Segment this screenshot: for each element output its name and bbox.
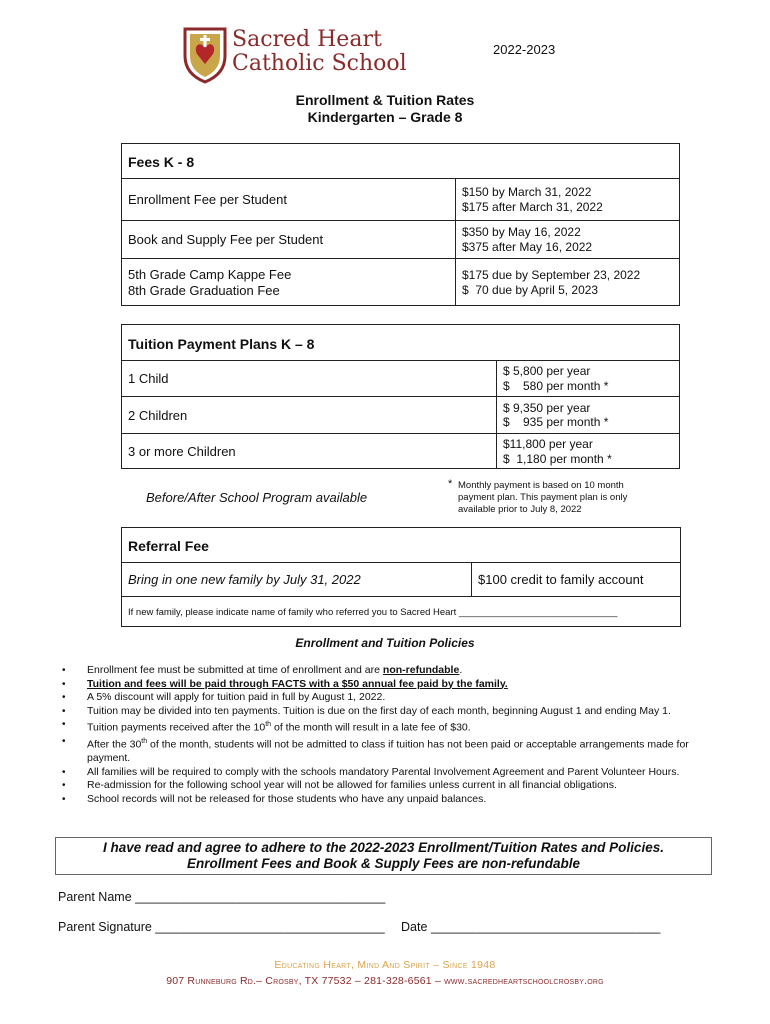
fee-label: Enrollment Fee per Student <box>128 192 287 207</box>
policy-text: All families will be required to comply with the schools mandatory Parental Involvement Agreement and Parent Volunteer Hours. <box>87 765 680 778</box>
list-item <box>62 779 727 793</box>
fee-value: $175 due by September 23, 2022 $ 70 due by April 5, 2023 <box>455 259 679 306</box>
tuition-table <box>121 324 680 469</box>
plan-value: $ 5,800 per year $ 580 per month * <box>496 361 679 396</box>
date-field[interactable]: Date _________________________________ <box>401 920 661 934</box>
policy-text: of the month, students will not be admitted to class if tuition has not been paid or acceptable arrangements made for payment. <box>87 738 689 764</box>
policy-text: Enrollment fee must be submitted at time of enrollment and are <box>87 664 383 676</box>
policy-text: School records will not be released for those students who have any unpaid balances. <box>87 792 487 805</box>
plan-label: 1 Child <box>128 371 169 386</box>
policy-sup: th <box>141 738 148 745</box>
policy-text: Re-admission for the following school year will not be allowed for families unless current in all financial obligations. <box>87 779 617 791</box>
logo-line1: Sacred Heart <box>232 27 382 52</box>
bullet: • <box>62 692 66 703</box>
footer-address: 907 Runneburg Rd.– Crosby, TX 77532 – 281-328-6561 – www.sacredheartschoolcrosby.org <box>166 975 604 987</box>
note-asterisk: * <box>448 478 453 490</box>
list-item <box>62 718 727 735</box>
bullet: • <box>62 665 66 676</box>
page-title <box>0 92 770 126</box>
plan-value: $11,800 per year $ 1,180 per month * <box>496 434 679 469</box>
fees-table <box>121 143 680 306</box>
table-row <box>122 562 680 596</box>
list-item <box>62 705 727 719</box>
table-row <box>122 178 679 220</box>
policies-list <box>62 664 727 806</box>
crest-icon <box>182 26 228 84</box>
list-item <box>62 793 727 807</box>
referral-heading: Referral Fee <box>128 538 209 554</box>
table-row <box>122 396 679 433</box>
policy-text: Tuition payments received after the 10 <box>87 721 266 734</box>
table-row <box>122 220 679 258</box>
tuition-heading: Tuition Payment Plans K – 8 <box>128 336 315 352</box>
list-item <box>62 678 727 692</box>
fees-heading: Fees K - 8 <box>128 154 195 170</box>
monthly-payment-note <box>448 478 658 516</box>
parent-name-field[interactable]: Parent Name ____________________________________ <box>58 890 386 904</box>
policy-text: Tuition may be divided into ten payments. Tuition is due on the first day of each month, beginning August 1 and ending May 1. <box>87 704 671 717</box>
referral-value: $100 credit to family account <box>471 563 680 596</box>
plan-value: $ 9,350 per year $ 935 per month * <box>496 397 679 433</box>
policy-emphasis: non-refundable <box>382 664 460 676</box>
school-year: 2022-2023 <box>493 42 556 57</box>
bullet: • <box>62 793 66 805</box>
bullet: • <box>62 705 66 717</box>
list-item <box>62 691 727 705</box>
referral-table <box>121 527 681 627</box>
policy-text: . <box>459 664 463 676</box>
policies-title: Enrollment and Tuition Policies <box>295 636 475 650</box>
policy-text: Tuition and fees will be paid through FACTS with a $50 annual fee paid by the family. <box>87 677 508 690</box>
list-item <box>62 735 727 766</box>
table-row <box>122 596 680 627</box>
referral-label: Bring in one new family by July 31, 2022 <box>128 572 361 587</box>
referral-footer: If new family, please indicate name of family who referred you to Sacred Heart ______________________________ <box>128 606 618 618</box>
fee-value: $150 by March 31, 2022 $175 after March 31, 2022 <box>455 179 679 220</box>
program-note: Before/After School Program available <box>146 490 368 505</box>
logo-line2: Catholic School <box>232 51 407 76</box>
footer-motto: Educating Heart, Mind And Spirit – Since 1948 <box>274 959 496 971</box>
bullet: • <box>62 780 66 791</box>
school-logo <box>182 26 407 84</box>
fee-value: $350 by May 16, 2022 $375 after May 16, 2022 <box>455 221 679 258</box>
bullet: • <box>62 719 66 730</box>
list-item <box>62 766 727 780</box>
bullet: • <box>62 678 66 690</box>
table-row <box>122 258 679 306</box>
policy-text: A 5% discount will apply for tuition paid in full by August 1, 2022. <box>87 691 386 703</box>
agreement-line2: Enrollment Fees and Book & Supply Fees are non-refundable <box>186 856 581 871</box>
bullet: • <box>62 736 66 747</box>
policy-text: After the 30 <box>87 738 142 751</box>
title-line1: Enrollment & Tuition Rates <box>295 92 475 108</box>
fee-label: 5th Grade Camp Kappe Fee 8th Grade Graduation Fee <box>128 266 292 298</box>
fee-label: Book and Supply Fee per Student <box>128 232 324 247</box>
title-line2: Kindergarten – Grade 8 <box>307 109 463 125</box>
bullet: • <box>62 766 66 778</box>
table-row <box>122 433 679 469</box>
note-text: Monthly payment is based on 10 month payment plan. This payment plan is only available prior to July 8, 2022 <box>458 480 628 515</box>
table-row <box>122 360 679 396</box>
policy-text: of the month will result in a late fee of $30. <box>271 721 471 734</box>
parent-signature-field[interactable]: Parent Signature _________________________________ <box>58 920 385 934</box>
agreement-line1: I have read and agree to adhere to the 2022-2023 Enrollment/Tuition Rates and Policies. <box>103 840 664 855</box>
plan-label: 3 or more Children <box>128 444 236 459</box>
agreement-box <box>55 837 712 875</box>
plan-label: 2 Children <box>128 407 188 423</box>
policy-sup: th <box>265 721 272 728</box>
list-item <box>62 664 727 678</box>
